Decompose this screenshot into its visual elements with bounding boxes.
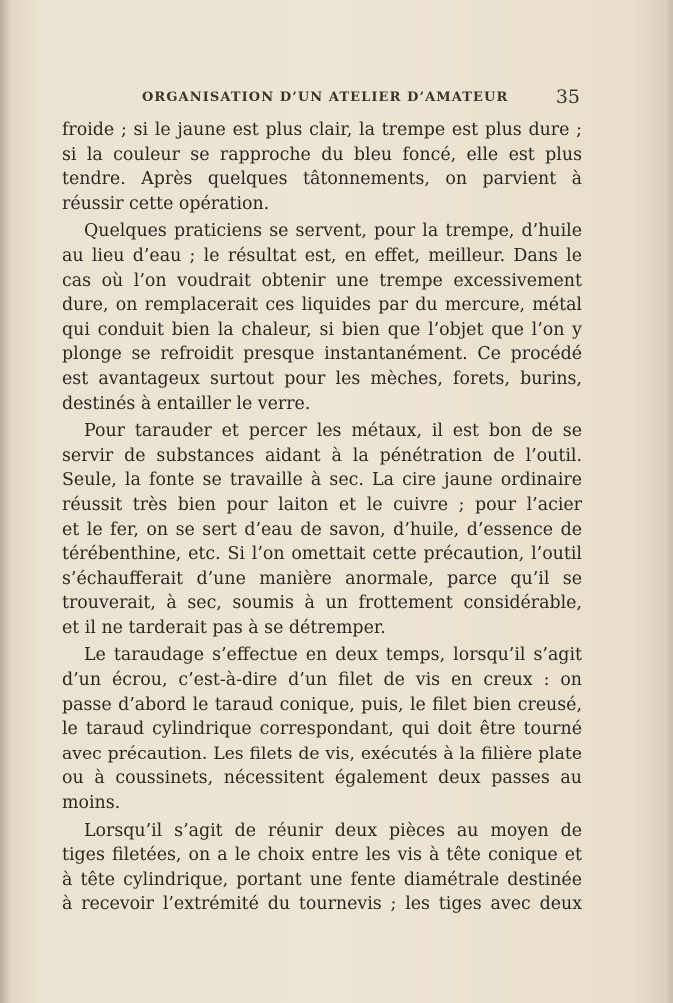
text-line: à tête cylindrique, portant une fente diamétrale destinée bbox=[62, 869, 582, 890]
text-line: passe d’abord le taraud conique, puis, le filet bien creusé, bbox=[62, 694, 582, 715]
page-number: 35 bbox=[555, 86, 580, 108]
text-line: cas où l’on voudrait obtenir une trempe excessivement bbox=[62, 270, 582, 291]
page-left-shadow bbox=[0, 0, 10, 1003]
text-line: plonge se refroidit presque instantanément. Ce procédé bbox=[62, 344, 582, 365]
text-line: Quelques praticiens se servent, pour la trempe, d’huile bbox=[84, 221, 582, 242]
text-line: et le fer, on se sert d’eau de savon, d’huile, d’essence de bbox=[62, 519, 582, 540]
text-line: Pour tarauder et percer les métaux, il est bon de se bbox=[84, 421, 582, 442]
paragraph-3 bbox=[62, 419, 582, 640]
text-line: Le taraudage s’effectue en deux temps, lorsqu’il s’agit bbox=[84, 645, 582, 666]
text-line: tiges filetées, on a le choix entre les vis à tête conique et bbox=[62, 845, 582, 866]
text-line: térébenthine, etc. Si l’on omettait cette précaution, l’outil bbox=[62, 544, 582, 565]
paragraph-5 bbox=[62, 819, 582, 917]
text-line: le taraud cylindrique correspondant, qui doit être tourné bbox=[62, 719, 582, 740]
text-line: et il ne tarderait pas à se détremper. bbox=[62, 617, 386, 638]
text-line: au lieu d’eau ; le résultat est, en effet, meilleur. Dans le bbox=[62, 245, 582, 266]
text-line: ou à coussinets, nécessitent également deux passes au bbox=[62, 768, 582, 789]
page-right-shadow bbox=[665, 0, 673, 1003]
text-line: tendre. Après quelques tâtonnements, on parvient à bbox=[62, 169, 582, 190]
page-header bbox=[62, 86, 582, 110]
running-title: ORGANISATION D’UN ATELIER D’AMATEUR bbox=[142, 90, 509, 105]
text-line: s’échaufferait d’une manière anormale, parce qu’il se bbox=[62, 568, 582, 589]
text-line: à recevoir l’extrémité du tournevis ; les tiges avec deux bbox=[62, 894, 582, 915]
text-line: Seule, la fonte se travaille à sec. La cire jaune ordinaire bbox=[62, 470, 582, 491]
text-line: destinés à entailler le verre. bbox=[62, 393, 311, 414]
text-line: moins. bbox=[62, 793, 121, 814]
text-line: si la couleur se rapproche du bleu foncé, elle est plus bbox=[62, 144, 582, 165]
paragraph-4 bbox=[62, 643, 582, 815]
text-line: d’un écrou, c’est-à-dire d’un filet de vis en creux : on bbox=[62, 670, 582, 691]
text-line: réussir cette opération. bbox=[62, 193, 270, 214]
text-line: trouverait, à sec, soumis à un frottement considérable, bbox=[62, 593, 582, 614]
text-line: dure, on remplacerait ces liquides par du mercure, métal bbox=[62, 295, 582, 316]
paragraph-2 bbox=[62, 219, 582, 416]
body-text bbox=[62, 118, 582, 920]
text-line: froide ; si le jaune est plus clair, la trempe est plus dure ; bbox=[62, 120, 582, 140]
paragraph-1 bbox=[62, 118, 582, 216]
text-line: réussit très bien pour laiton et le cuivre ; pour l’acier bbox=[62, 494, 582, 515]
text-line: avec précaution. Les filets de vis, exécutés à la filière plate bbox=[62, 743, 582, 764]
text-line: Lorsqu’il s’agit de réunir deux pièces au moyen de bbox=[84, 820, 582, 841]
text-line: servir de substances aidant à la pénétration de l’outil. bbox=[62, 445, 582, 466]
text-line: qui conduit bien la chaleur, si bien que l’objet que l’on y bbox=[62, 319, 582, 340]
text-line: est avantageux surtout pour les mèches, forets, burins, bbox=[62, 368, 582, 389]
